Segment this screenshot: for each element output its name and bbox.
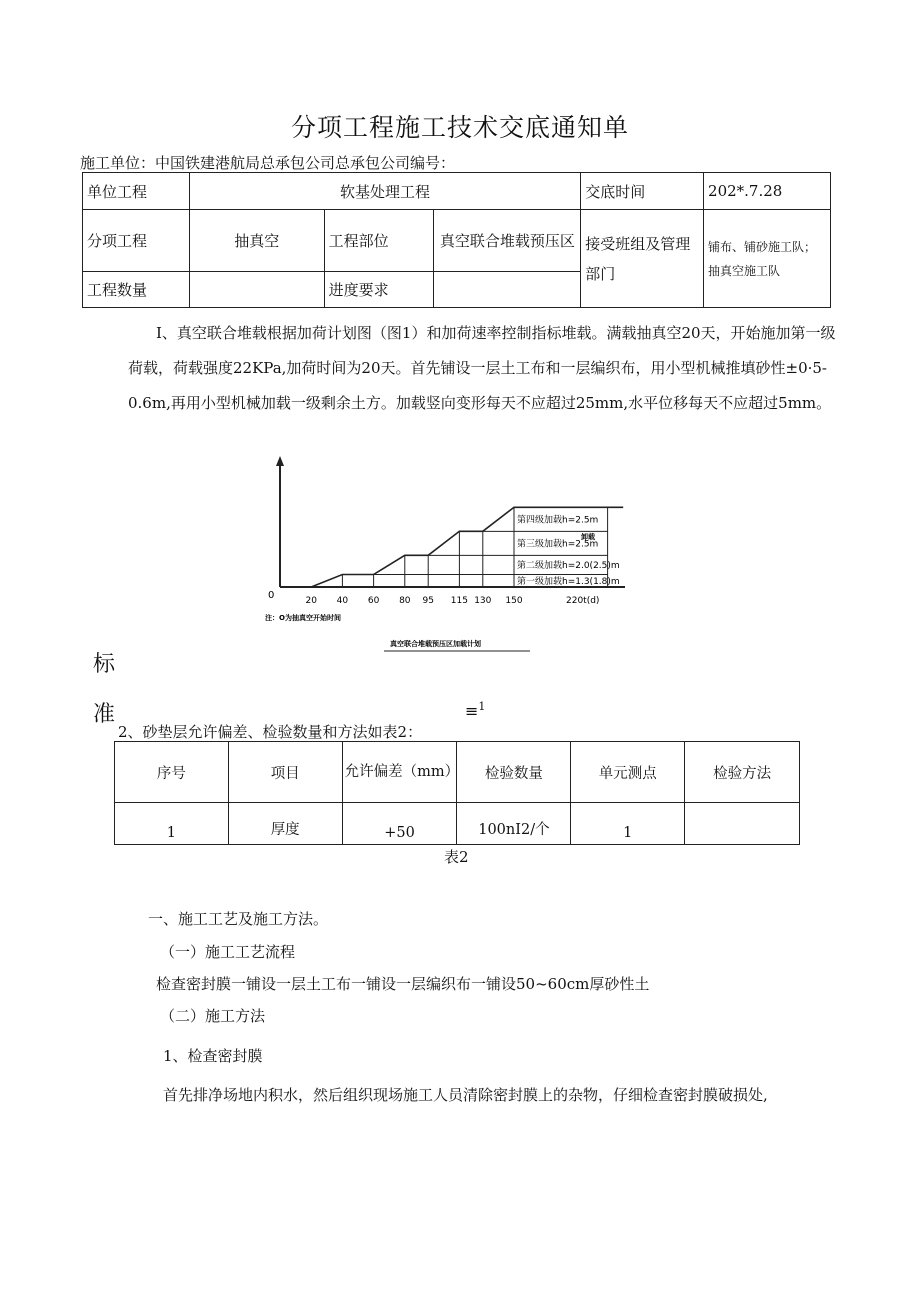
unit-project-label: 单位工程 <box>83 173 190 210</box>
receiver-value: 铺布、铺砂施工队；抽真空施工队 <box>704 210 831 308</box>
marker-bars: ≡ <box>465 701 479 721</box>
check-table-header <box>115 742 800 803</box>
progress-label: 进度要求 <box>324 272 434 308</box>
check-table <box>114 741 800 845</box>
receiver-label: 接受班组及管理部门 <box>581 210 704 308</box>
header-cell: 允许偏差（mm） <box>342 742 457 803</box>
chart-marks <box>305 513 619 606</box>
row-cell: +50 <box>342 803 457 845</box>
section-1-2-heading: （二）施工方法 <box>160 1007 266 1025</box>
x-tick-label: 130 <box>474 596 492 606</box>
row-cell: 1 <box>571 803 685 845</box>
stage-label: 第一级加载h=1.3(1.8)m <box>517 576 620 587</box>
standard-char-1: 标 <box>93 652 116 677</box>
progress-value <box>434 272 581 308</box>
header-cell: 检验方法 <box>685 742 800 803</box>
unit-line: 施工单位：中国铁建港航局总承包公司总承包公司编号： <box>80 154 456 172</box>
x-unit-label: 220t(d) <box>566 596 600 606</box>
sub-project-value: 抽真空 <box>189 210 324 272</box>
quantity-label: 工程数量 <box>83 272 190 308</box>
stage-label: 第三级加载h=2.5m <box>517 539 599 550</box>
x-tick-label: 95 <box>422 596 434 606</box>
location-label: 工程部位 <box>324 210 434 272</box>
load-plan-chart <box>250 455 650 660</box>
x-tick-label: 40 <box>336 596 349 606</box>
quantity-value <box>189 272 324 308</box>
x-tick-label: 20 <box>305 596 317 606</box>
standard-char-2: 准 <box>93 702 116 727</box>
row-cell: 厚度 <box>228 803 342 845</box>
header-cell: 单元测点 <box>571 742 685 803</box>
section-1-heading: 一、施工工艺及施工方法。 <box>148 910 329 928</box>
origin-label: 0 <box>268 590 275 601</box>
table-row <box>115 803 800 845</box>
handover-time-value: 202*.7.28 <box>704 173 831 210</box>
header-cell: 项目 <box>228 742 342 803</box>
doc-title: 分项工程施工技术交底通知单 <box>290 113 629 142</box>
y-axis-arrow <box>276 456 284 466</box>
handover-time-label: 交底时间 <box>581 173 704 210</box>
item-2-text: 2、砂垫层允许偏差、检验数量和方法如表2： <box>118 723 423 741</box>
x-tick-label: 80 <box>399 596 411 606</box>
info-table <box>82 172 831 308</box>
row-cell <box>685 803 800 845</box>
header-cell: 序号 <box>115 742 229 803</box>
row-cell: 1 <box>115 803 229 845</box>
paragraph-1: I、真空联合堆载根据加荷计划图（图1）和加荷速率控制指标堆载。满载抽真空20天，开始施加第一级荷载，荷载强度22KPa,加荷时间为20天。首先铺设一层土工布和一层编织布，用小型机械推填砂性±0·5-0.6m,再用小型机械加载一级剩余土方。加载竖向变形每天不应超过25mm,水平位移每天不应超过5mm。 <box>128 324 836 412</box>
x-tick-label: 150 <box>505 596 523 606</box>
chart-title: 真空联合堆载预压区加载计划 <box>390 640 481 648</box>
x-tick-label: 115 <box>450 596 468 606</box>
marker-number: 1 <box>478 700 486 713</box>
side-label: 卸载 <box>581 533 595 541</box>
stage-label: 第二级加载h=2.0(2.5)m <box>517 560 620 571</box>
location-value: 真空联合堆载预压区 <box>434 210 581 272</box>
table-2-caption: 表2 <box>444 848 469 866</box>
chart-note: 注：O为抽真空开始时间 <box>265 614 341 622</box>
step-1-text: 首先排净场地内积水，然后组织现场施工人员清除密封膜上的杂物，仔细检查密封膜破损处, <box>163 1086 768 1104</box>
header-cell: 检验数量 <box>457 742 571 803</box>
stage-label: 第四级加载h=2.5m <box>517 515 599 526</box>
unit-project-value: 软基处理工程 <box>189 173 580 210</box>
section-1-1-heading: （一）施工工艺流程 <box>160 943 296 961</box>
sub-project-label: 分项工程 <box>83 210 190 272</box>
process-flow-text: 检查密封膜一铺设一层土工布一铺设一层编织布一铺设50~60cm厚砂性土 <box>156 975 650 993</box>
step-1-heading: 1、检查密封膜 <box>163 1047 263 1065</box>
row-cell: 100nI2/个 <box>457 803 571 845</box>
x-tick-label: 60 <box>367 596 380 606</box>
